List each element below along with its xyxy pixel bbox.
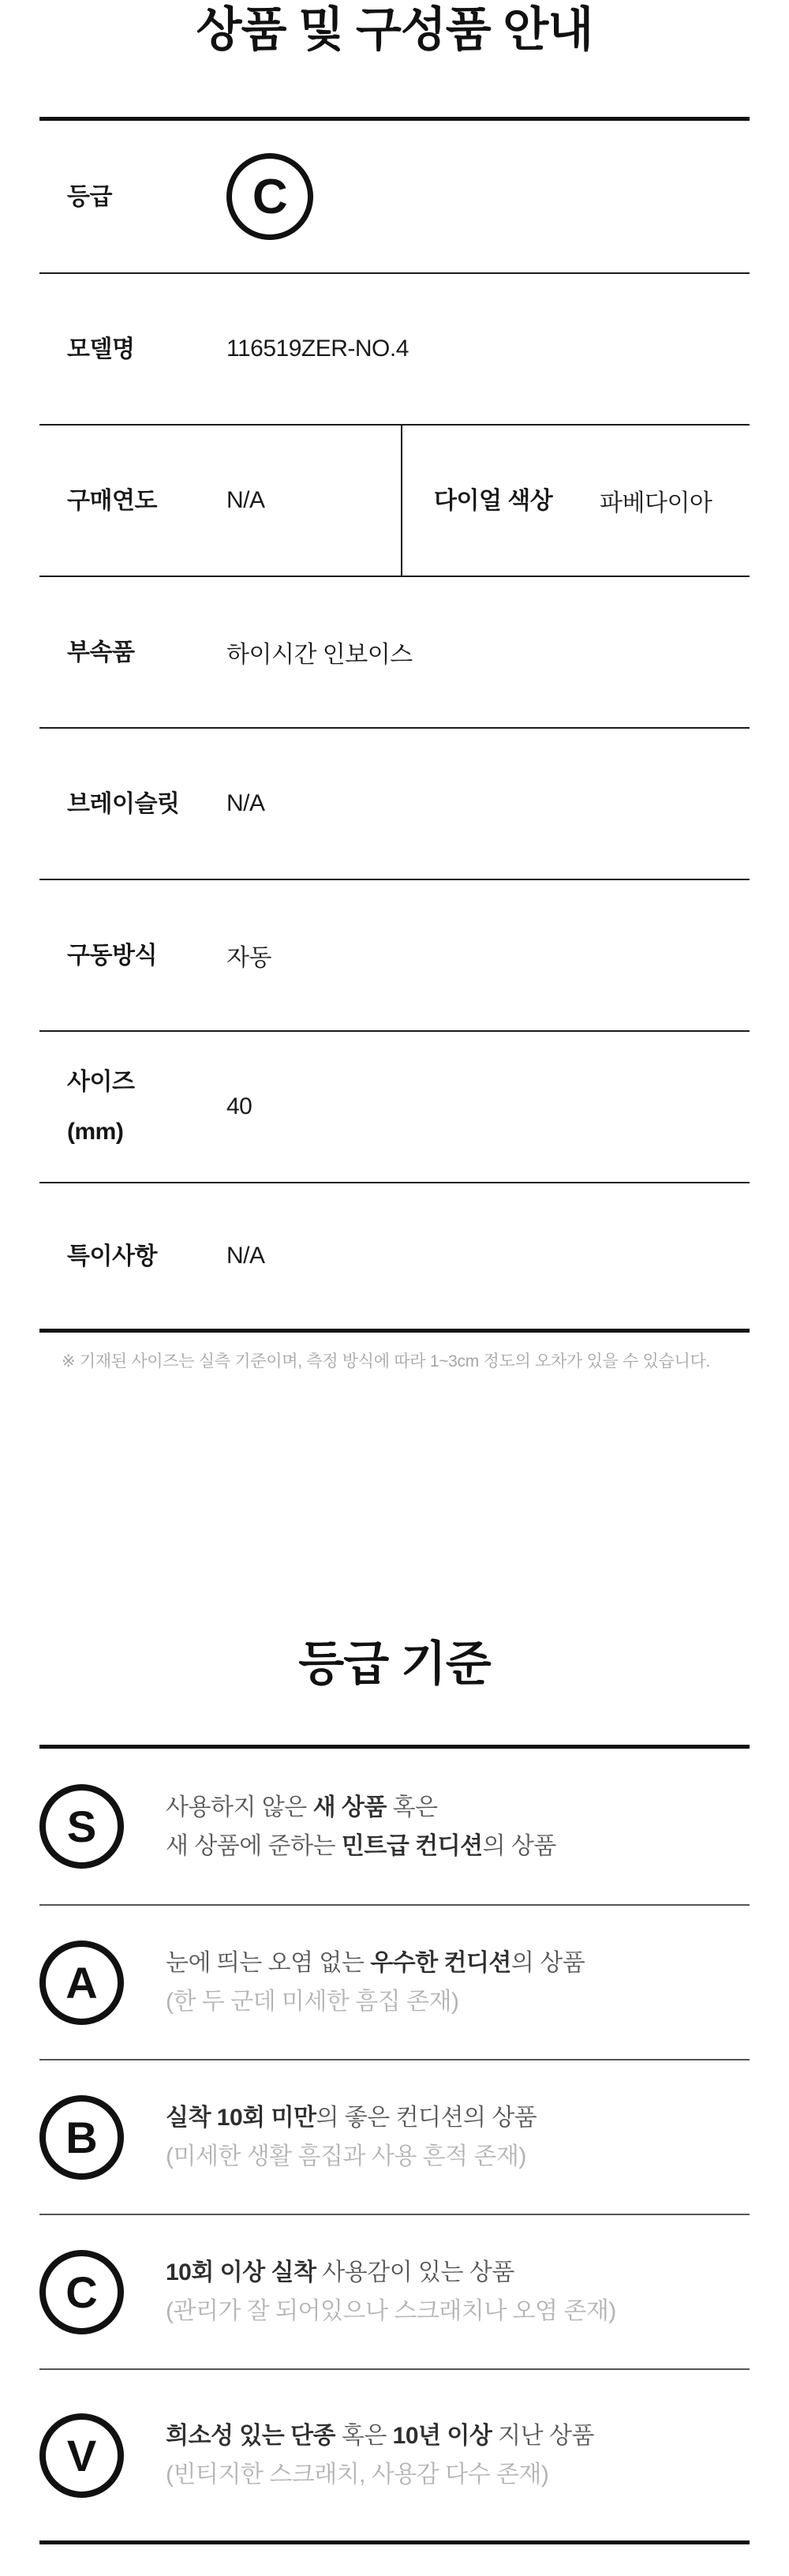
grade-description [166, 2098, 537, 2176]
grade-a-badge [39, 1940, 124, 2025]
product-info-table [39, 117, 750, 1333]
table-row-movement [39, 879, 750, 1030]
row-label: 구매연도 [67, 487, 157, 514]
grade-note: (한 두 군데 미세한 흠집 존재) [166, 1989, 459, 2015]
purchase-year-cell [39, 426, 402, 576]
grade-note: (빈티지한 스크래치, 사용감 다수 존재) [166, 2462, 549, 2488]
row-label: 모델명 [67, 336, 135, 362]
table-row-model [39, 272, 750, 424]
grade-b-badge [39, 2095, 124, 2180]
row-value: 40 [226, 1093, 252, 1119]
grade-row-v [39, 2368, 750, 2540]
size-label-line1: 사이즈 [67, 1069, 135, 1095]
row-value: 116519ZER-NO.4 [226, 336, 409, 362]
dial-color-cell [402, 426, 750, 576]
grade-line1: 눈에 띄는 오염 없는 우수한 컨디션의 상품 [166, 1950, 585, 1976]
grade-letter: C [252, 169, 288, 224]
row-label [67, 1057, 226, 1157]
grade-row-s [39, 1749, 750, 1904]
table-row-size [39, 1030, 750, 1182]
row-value: 자동 [226, 945, 271, 971]
size-label-line2: (mm) [67, 1119, 124, 1145]
grade-c-criteria-badge [39, 2250, 124, 2334]
table-row-bracelet [39, 727, 750, 879]
grade-line1: 희소성 있는 단종 혹은 10년 이상 지난 상품 [166, 2423, 594, 2449]
row-label: 특이사항 [67, 1243, 157, 1269]
row-label: 구동방식 [67, 942, 157, 969]
grade-note: (미세한 생활 흠집과 사용 흔적 존재) [166, 2143, 526, 2169]
table-row-grade [39, 121, 750, 272]
table-row-notes [39, 1182, 750, 1329]
row-label: 다이얼 색상 [434, 487, 553, 514]
grade-letter: C [65, 2267, 98, 2317]
grade-criteria-table [39, 1745, 750, 2544]
grade-line1: 사용하지 않은 새 상품 혹은 [166, 1794, 438, 1820]
grade-s-badge [39, 1784, 124, 1869]
row-value: 파베다이아 [600, 490, 712, 516]
grade-criteria-title: 등급 기준 [298, 1637, 491, 1690]
grade-line2: 새 상품에 준하는 민트급 컨디션의 상품 [166, 1832, 556, 1859]
grade-letter: V [66, 2430, 97, 2480]
row-label: 등급 [67, 183, 112, 210]
grade-line1: 실착 10회 미만의 좋은 컨디션의 상품 [166, 2105, 537, 2131]
row-label: 부속품 [67, 639, 135, 666]
table-row-accessories [39, 576, 750, 727]
row-label: 브레이슬릿 [67, 790, 180, 817]
grade-row-c [39, 2214, 750, 2368]
grade-row-b [39, 2059, 750, 2214]
grade-note: (관리가 잘 되어있으나 스크래치나 오염 존재) [166, 2298, 616, 2324]
grade-row-a [39, 1904, 750, 2059]
grade-letter: A [65, 1957, 98, 2008]
grade-line1: 10회 이상 실착 사용감이 있는 상품 [166, 2259, 514, 2285]
row-value: N/A [226, 487, 265, 513]
grade-letter: B [65, 2112, 98, 2162]
row-value: N/A [226, 1243, 265, 1269]
table-row-year-dial [39, 424, 750, 576]
size-disclaimer-footnote: ※ 기재된 사이즈는 실측 기준이며, 측정 방식에 따라 1~3cm 정도의 오차가 있을 수 있습니다. [62, 1352, 710, 1370]
grade-description [166, 1788, 556, 1865]
grade-letter: S [66, 1802, 97, 1851]
grade-c-badge [226, 153, 313, 240]
grade-description [166, 2417, 594, 2494]
grade-description [166, 2253, 616, 2330]
product-info-title: 상품 및 구성품 안내 [196, 3, 593, 56]
row-value [226, 153, 313, 240]
row-value: 하이시간 인보이스 [226, 642, 413, 668]
row-value: N/A [226, 790, 265, 816]
grade-v-badge [39, 2413, 124, 2498]
grade-description [166, 1944, 585, 2021]
